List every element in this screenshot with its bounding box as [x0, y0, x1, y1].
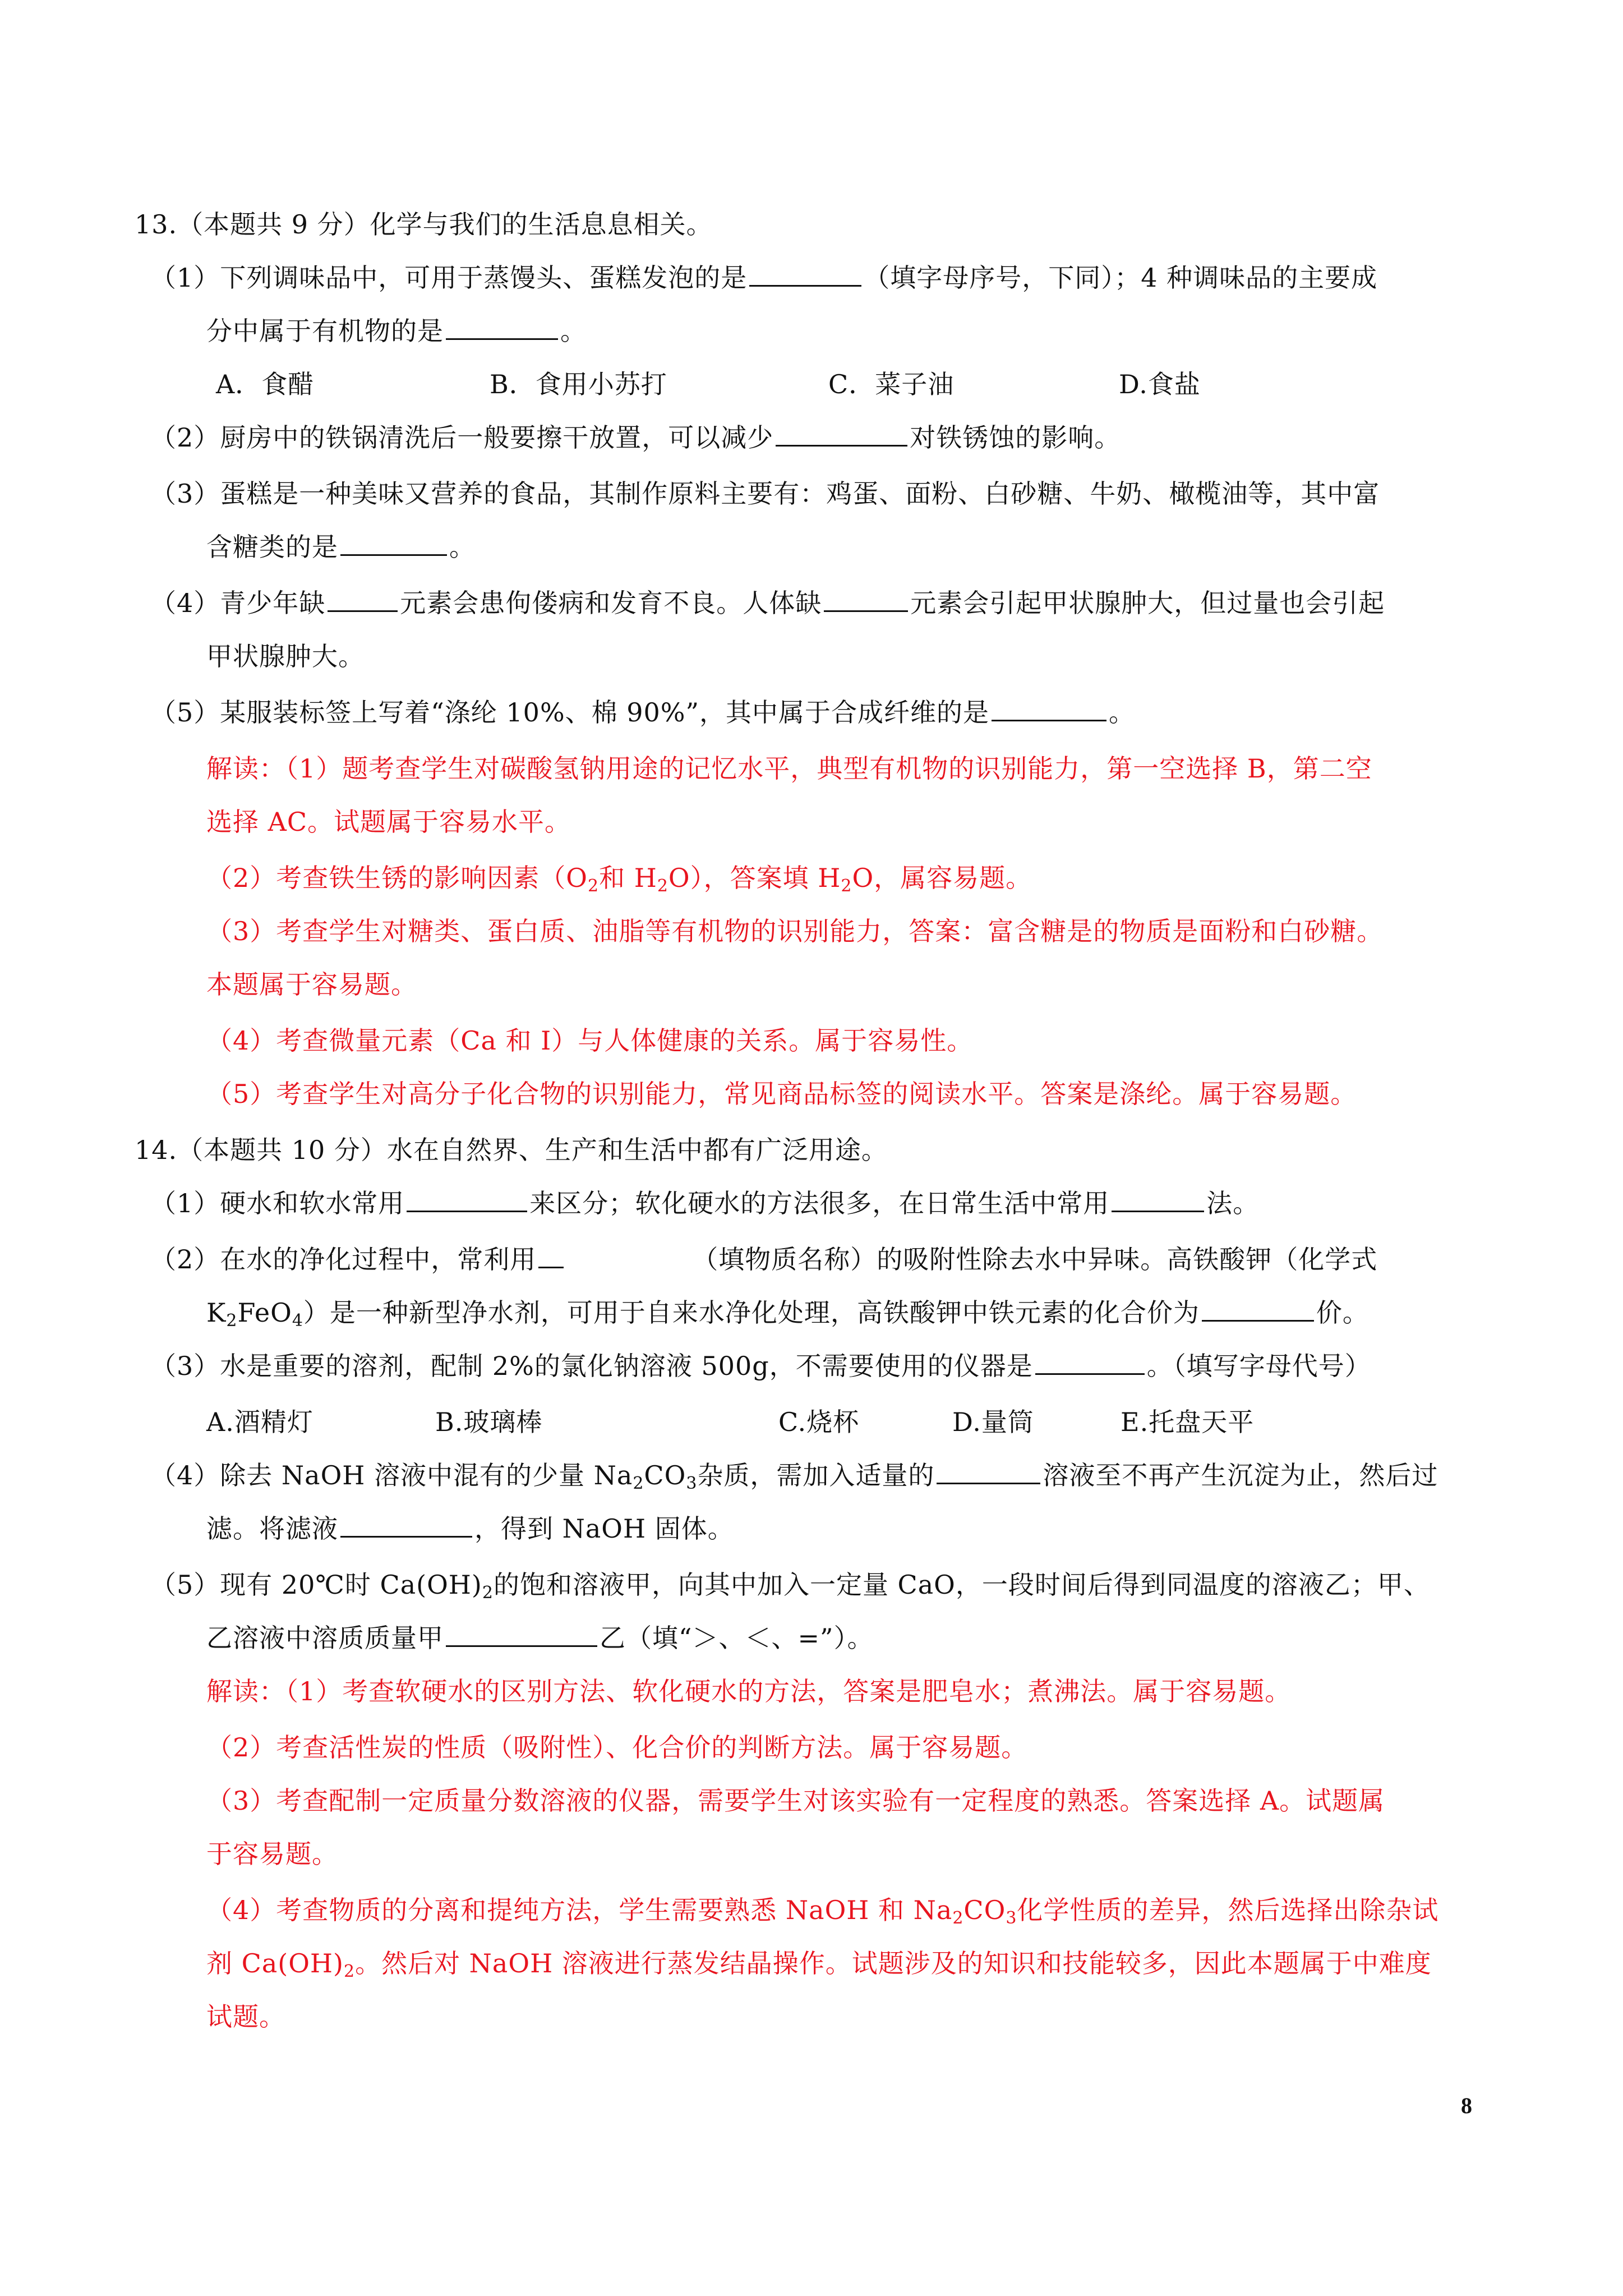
q14-part4-line2: 滤。将滤液 ，得到 NaOH 固体。 — [206, 1513, 734, 1544]
q13-explanation-1a: 解读：（1）题考查学生对碳酸氢钠用途的记忆水平，典型有机物的识别能力，第一空选择 B，第二空 — [206, 753, 1372, 784]
option-b: B.玻璃棒 — [435, 1407, 543, 1437]
answer-blank[interactable] — [749, 263, 861, 287]
option-d: D.食盐 — [1119, 369, 1201, 399]
q13-explanation-1b: 选择 AC。试题属于容易水平。 — [206, 807, 571, 837]
q14-explanation-4a: （4）考查物质的分离和提纯方法，学生需要熟悉 NaOH 和 $Na_2CO_3$化学性质的差异，然后选择出除杂试 — [206, 1895, 1439, 1928]
q13-part4-line2: 甲状腺肿大。 — [206, 641, 365, 671]
q14-explanation-3a: （3）考查配制一定质量分数溶液的仪器，需要学生对该实验有一定程度的熟悉。答案选择 A。试题属 — [206, 1786, 1385, 1816]
option-c: C．菜子油 — [828, 369, 955, 399]
q14-explanation-4c: 试题。 — [206, 2001, 285, 2032]
q14-explanation-2: （2）考查活性炭的性质（吸附性）、化合价的判断方法。属于容易题。 — [206, 1732, 1028, 1763]
q13-part1-line2: 分中属于有机物的是 。 — [206, 316, 587, 346]
q13-explanation-4: （4）考查微量元素（Ca 和 I）与人体健康的关系。属于容易性。 — [206, 1025, 974, 1056]
answer-blank[interactable] — [776, 422, 907, 447]
q13-explanation-3a: （3）考查学生对糖类、蛋白质、油脂等有机物的识别能力，答案：富含糖是的物质是面粉和白砂糖。 — [206, 916, 1384, 946]
option-a: A．食醋 — [216, 369, 315, 399]
answer-blank[interactable] — [407, 1188, 527, 1212]
q14-part5-line2: 乙溶液中溶质质量甲 乙（填“＞、＜、=”）。 — [206, 1623, 874, 1653]
option-a: A.酒精灯 — [206, 1407, 313, 1437]
answer-blank[interactable] — [446, 1623, 597, 1647]
answer-blank[interactable] — [1035, 1351, 1145, 1375]
option-b: B．食用小苏打 — [490, 369, 667, 399]
answer-blank[interactable] — [1112, 1188, 1204, 1212]
q13-part2: （2）厨房中的铁锅清洗后一般要擦干放置，可以减少 对铁锈蚀的影响。 — [150, 422, 1121, 453]
answer-blank[interactable] — [937, 1460, 1040, 1484]
q13-explanation-5: （5）考查学生对高分子化合物的识别能力，常见商品标签的阅读水平。答案是涤纶。属于容易题。 — [206, 1079, 1357, 1109]
q14-part1: （1）硬水和软水常用 来区分；软化硬水的方法很多，在日常生活中常用 法。 — [150, 1188, 1260, 1218]
option-c: C.烧杯 — [778, 1407, 860, 1437]
option-d: D.量筒 — [952, 1407, 1034, 1437]
q13-title: 13.（本题共 9 分）化学与我们的生活息息相关。 — [135, 209, 713, 240]
answer-blank[interactable] — [446, 316, 558, 340]
q13-explanation-3b: 本题属于容易题。 — [206, 969, 417, 1000]
q13-explanation-2: （2）考查铁生锈的影响因素（$O_2$和 $H_2O$），答案填 $H_2O$，属容易题。 — [206, 863, 1032, 896]
q13-part1-line1: （1）下列调味品中，可用于蒸馒头、蛋糕发泡的是 （填字母序号，下同）；4 种调味品的主要成 — [150, 263, 1378, 293]
answer-blank[interactable] — [824, 588, 908, 612]
q13-part4-line1: （4）青少年缺 元素会患佝偻病和发育不良。人体缺 元素会引起甲状腺肿大，但过量也会引起 — [150, 588, 1385, 618]
q14-explanation-1: 解读：（1）考查软硬水的区别方法、软化硬水的方法，答案是肥皂水；煮沸法。属于容易题。 — [206, 1676, 1292, 1706]
answer-blank[interactable] — [340, 532, 447, 556]
q14-part2-line1: （2）在水的净化过程中，常利用 （填物质名称）的吸附性除去水中异味。高铁酸钾（化学式 — [150, 1244, 1378, 1274]
q14-explanation-3b: 于容易题。 — [206, 1839, 338, 1869]
q14-part3: （3）水是重要的溶剂，配制 2%的氯化钠溶液 500g，不需要使用的仪器是 。（填写字母代号） — [150, 1351, 1371, 1381]
q13-part5: （5）某服装标签上写着“涤纶 10%、棉 90%”，其中属于合成纤维的是 。 — [150, 697, 1136, 728]
q14-explanation-4b: 剂 $Ca(OH)_2$。然后对 NaOH 溶液进行蒸发结晶操作。试题涉及的知识和技能较多，因此本题属于中难度 — [206, 1948, 1432, 1981]
answer-blank[interactable] — [992, 697, 1106, 721]
answer-blank[interactable] — [538, 1244, 564, 1268]
q13-part3-line1: （3）蛋糕是一种美味又营养的食品，其制作原料主要有：鸡蛋、面粉、白砂糖、牛奶、橄榄油等，其中富 — [150, 478, 1380, 509]
answer-blank[interactable] — [1202, 1297, 1314, 1322]
q14-part5-line1: （5）现有 20℃时 $Ca(OH)_2$的饱和溶液甲，向其中加入一定量 CaO，一段时间后得到同温度的溶液乙；甲、 — [150, 1570, 1430, 1603]
answer-blank[interactable] — [328, 588, 398, 612]
q13-part3-line2: 含糖类的是 。 — [206, 532, 476, 562]
q14-title: 14.（本题共 10 分）水在自然界、生产和生活中都有广泛用途。 — [135, 1135, 888, 1165]
q14-part4-line1: （4）除去 NaOH 溶液中混有的少量 $Na_2CO_3$杂质，需加入适量的 溶液至不再产生沉淀为止，然后过 — [150, 1460, 1438, 1493]
q14-part2-line2: $K_2FeO_4$）是一种新型净水剂，可用于自来水净化处理，高铁酸钾中铁元素的化合价为 价。 — [206, 1297, 1369, 1331]
answer-blank[interactable] — [340, 1513, 472, 1538]
option-e: E.托盘天平 — [1121, 1407, 1255, 1437]
page-number: 8 — [1461, 2093, 1472, 2118]
